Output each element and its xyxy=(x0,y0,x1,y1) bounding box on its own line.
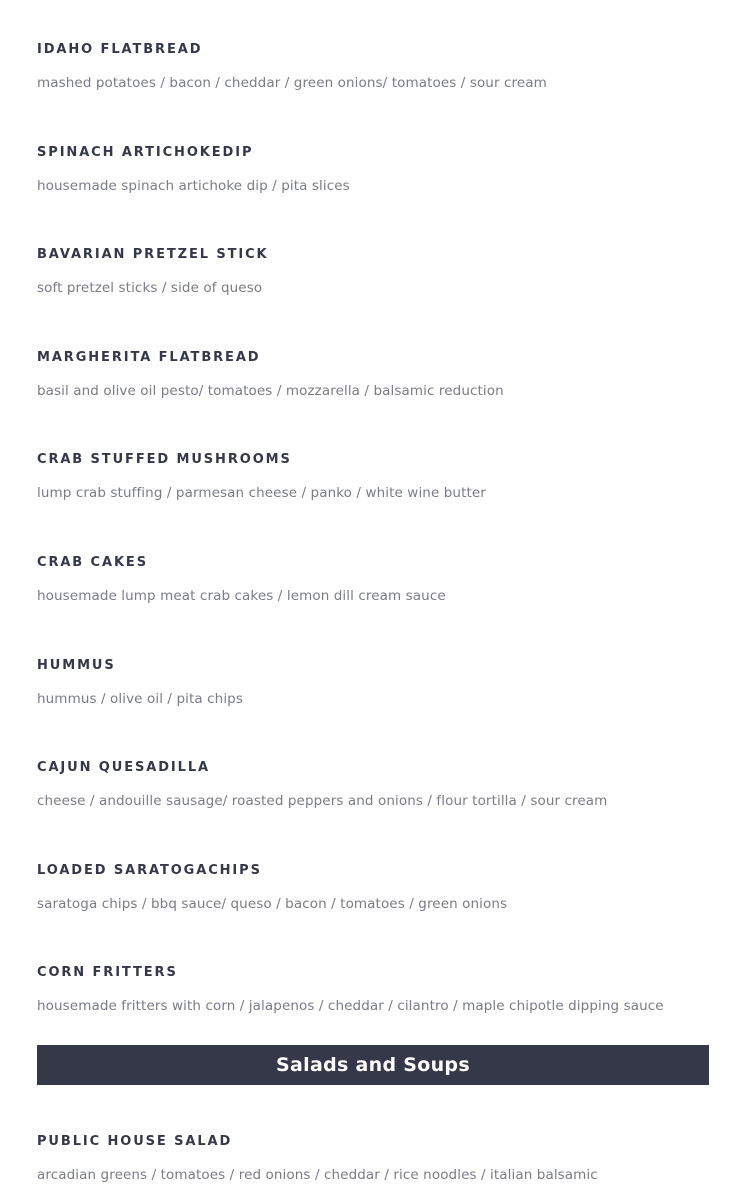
menu-item-description: saratoga chips / bbq sauce/ queso / bacon / tomatoes / green onions xyxy=(37,896,508,912)
menu-item-name: BAVARIAN PRETZEL STICK xyxy=(37,247,269,262)
menu-item-name: MARGHERITA FLATBREAD xyxy=(37,350,261,365)
menu-item-description: housemade spinach artichoke dip / pita slices xyxy=(37,178,350,194)
section-header xyxy=(37,1045,709,1085)
menu-item xyxy=(37,350,709,399)
menu-item-name: CRAB CAKES xyxy=(37,555,148,570)
menu-item-name: LOADED SARATOGACHIPS xyxy=(37,863,262,878)
menu-item-name: SPINACH ARTICHOKEDIP xyxy=(37,145,254,160)
menu-item-description: housemade fritters with corn / jalapenos / cheddar / cilantro / maple chipotle dipping sauce xyxy=(37,998,664,1014)
menu-item xyxy=(37,247,709,296)
menu-item xyxy=(37,42,709,91)
menu-item xyxy=(37,658,709,707)
menu-item xyxy=(37,452,709,501)
section-title: Salads and Soups xyxy=(276,1054,470,1076)
menu-item xyxy=(37,863,709,912)
menu-item-name: IDAHO FLATBREAD xyxy=(37,42,203,57)
menu-item-description: hummus / olive oil / pita chips xyxy=(37,691,243,707)
menu-item-name: HUMMUS xyxy=(37,658,116,673)
menu-item-name: PUBLIC HOUSE SALAD xyxy=(37,1134,233,1149)
menu-item-description: basil and olive oil pesto/ tomatoes / mozzarella / balsamic reduction xyxy=(37,383,504,399)
menu-item-name: CAJUN QUESADILLA xyxy=(37,760,210,775)
menu-item xyxy=(37,965,709,1014)
menu-item xyxy=(37,145,709,194)
menu-item-name: CRAB STUFFED MUSHROOMS xyxy=(37,452,292,467)
menu-item-description: lump crab stuffing / parmesan cheese / panko / white wine butter xyxy=(37,485,486,501)
menu-item xyxy=(37,760,709,809)
menu-item-description: cheese / andouille sausage/ roasted peppers and onions / flour tortilla / sour cream xyxy=(37,793,608,809)
menu-item xyxy=(37,555,709,604)
menu-item-description: mashed potatoes / bacon / cheddar / green onions/ tomatoes / sour cream xyxy=(37,75,547,91)
menu-item xyxy=(37,1134,709,1183)
menu-item-description: soft pretzel sticks / side of queso xyxy=(37,280,263,296)
menu-item-description: housemade lump meat crab cakes / lemon dill cream sauce xyxy=(37,588,446,604)
menu-item-description: arcadian greens / tomatoes / red onions / cheddar / rice noodles / italian balsamic xyxy=(37,1167,598,1183)
menu-item-name: CORN FRITTERS xyxy=(37,965,178,980)
